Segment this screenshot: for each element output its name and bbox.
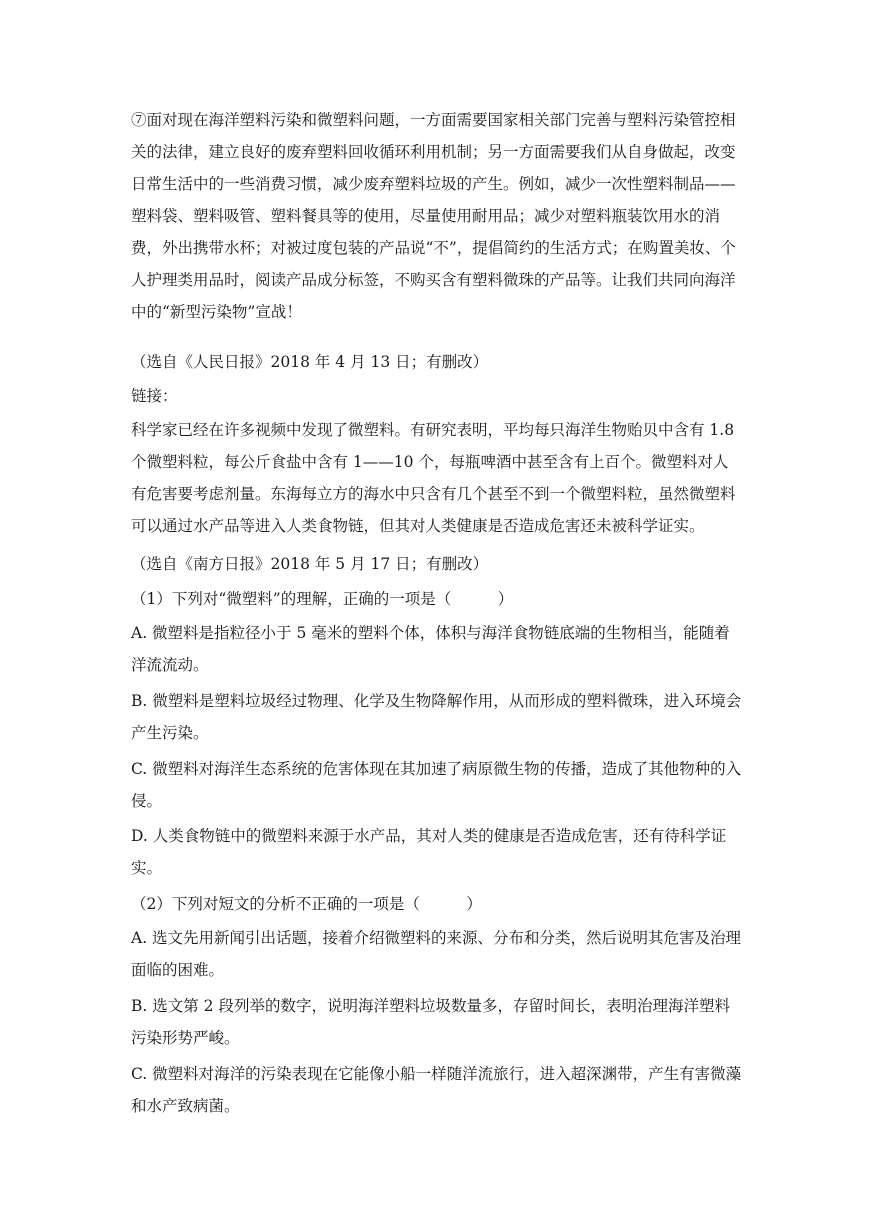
source-citation-1: （选自《人民日报》2018 年 4 月 13 日；有删改） <box>131 353 489 371</box>
question-1-option-a: A. 微塑料是指粒径小于 5 毫米的塑料个体，体积与海洋食物链底端的生物相当，能随着洋流流动。 <box>131 624 730 674</box>
question-1-option-c: C. 微塑料对海洋生态系统的危害体现在其加速了病原微生物的传播，造成了其他物种的入侵。 <box>131 760 742 810</box>
question-1-option-d: D. 人类食物链中的微塑料来源于水产品，其对人类的健康是否造成危害，还有待科学证实。 <box>131 827 727 877</box>
link-paragraph: 科学家已经在许多视频中发现了微塑料。有研究表明，平均每只海洋生物贻贝中含有 1.8 个微塑料粒，每公斤食盐中含有 1——10 个，每瓶啤酒中甚至含有上百个。微塑料对人有危害要考虑剂量。东海每立方的海水中只含有几个甚至不到一个微塑料粒，虽然微塑料可以通过水产品等进入人类食物链，但其对人类健康是否造成危害还未被科学证实。 <box>131 421 736 535</box>
question-1-stem: （1）下列对“微塑料”的理解，正确的一项是（ ） <box>131 590 514 608</box>
question-2-option-b: B. 选文第 2 段列举的数字，说明海洋塑料垃圾数量多，存留时间长，表明治理海洋塑料污染形势严峻。 <box>131 997 730 1047</box>
link-label: 链接： <box>131 387 178 405</box>
source-citation-2: （选自《南方日报》2018 年 5 月 17 日；有删改） <box>131 555 489 573</box>
question-1-option-b: B. 微塑料是塑料垃圾经过物理、化学及生物降解作用，从而形成的塑料微珠，进入环境会产生污染。 <box>131 692 742 742</box>
question-2-stem: （2）下列对短文的分析不正确的一项是（ ） <box>131 895 482 913</box>
question-2-option-a: A. 选文先用新闻引出话题，接着介绍微塑料的来源、分布和分类，然后说明其危害及治理面临的困难。 <box>131 929 742 979</box>
question-2-option-c: C. 微塑料对海洋的污染表现在它能像小船一样随洋流旅行，进入超深渊带，产生有害微藻和水产致病菌。 <box>131 1065 742 1115</box>
paragraph-7: ⑦面对现在海洋塑料污染和微塑料问题，一方面需要国家相关部门完善与塑料污染管控相关的法律，建立良好的废弃塑料回收循环利用机制；另一方面需要我们从自身做起，改变日常生活中的一些消费习惯，减少废弃塑料垃圾的产生。例如，减少一次性塑料制品——塑料袋、塑料吸管、塑料餐具等的使用，尽量使用耐用品；减少对塑料瓶装饮用水的消费，外出携带水杯；对被过度包装的产品说“不”，提倡简约的生活方式；在购置美妆、个人护理类用品时，阅读产品成分标签，不购买含有塑料微珠的产品等。让我们共同向海洋中的“新型污染物”宣战！ <box>131 111 736 321</box>
